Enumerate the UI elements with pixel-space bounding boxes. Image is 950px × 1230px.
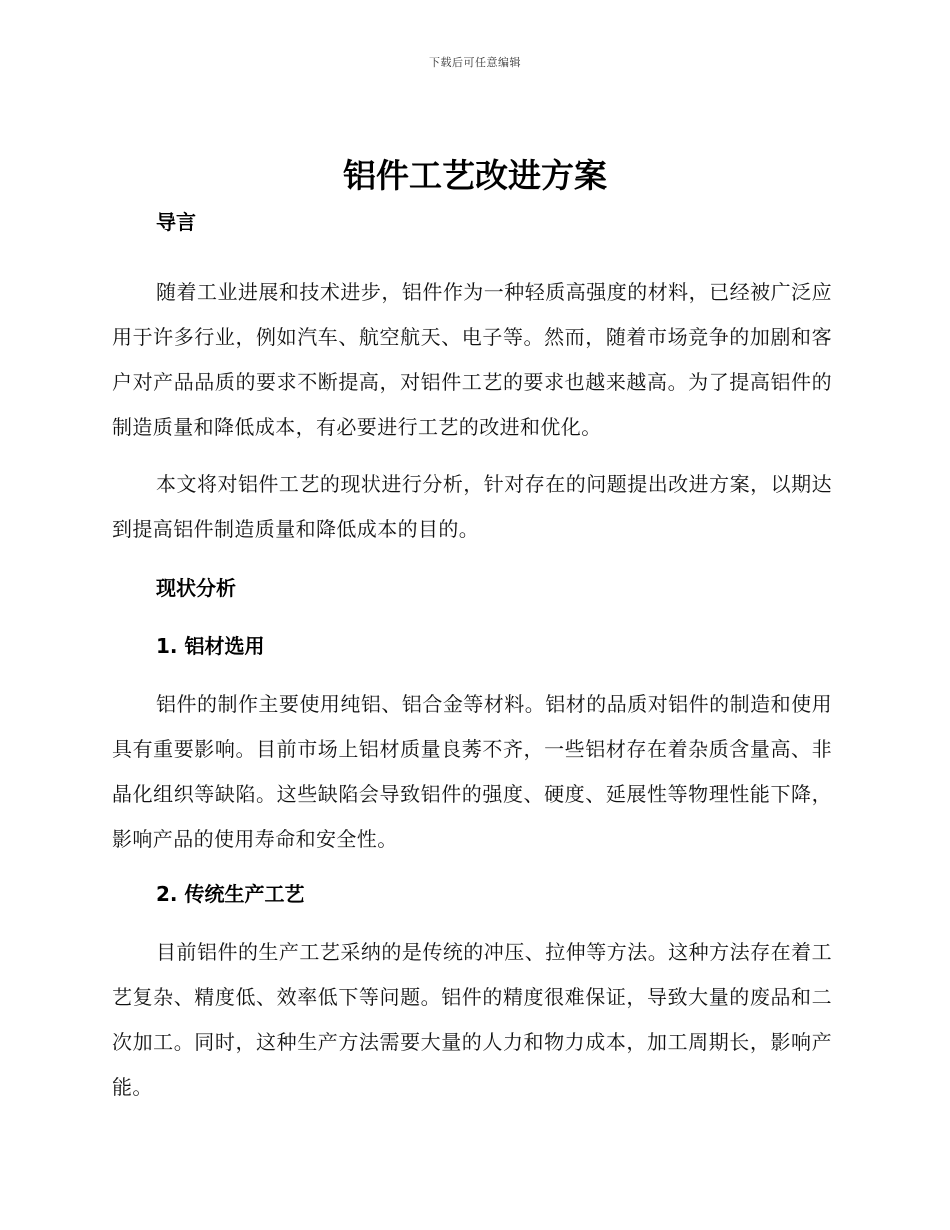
document-title: 铝件工艺改进方案 [343,156,607,195]
header-note: 下载后可任意编辑 [429,56,521,69]
intro-paragraph-1: 随着工业进展和技术进步，铝件作为一种轻质高强度的材料，已经被广泛应用于许多行业，例如汽车、航空航天、电子等。然而，随着市场竞争的加剧和客户对产品品质的要求不断提高，对铝件工艺的要求也越来越高。为了提高铝件的制造质量和降低成本，有必要进行工艺的改进和优化。 [112,280,832,439]
section-heading-intro: 导言 [156,210,196,234]
document-body [112,202,832,1110]
material-paragraph: 铝件的制作主要使用纯铝、铝合金等材料。铝材的品质对铝件的制造和使用具有重要影响。目前市场上铝材质量良莠不齐，一些铝材存在着杂质含量高、非晶化组织等缺陷。这些缺陷会导致铝件的强度、硬度、延展性等物理性能下降，影响产品的使用寿命和安全性。 [112,692,832,851]
subsection-heading-material: 1. 铝材选用 [156,634,265,658]
intro-paragraph-2: 本文将对铝件工艺的现状进行分析，针对存在的问题提出改进方案，以期达到提高铝件制造质量和降低成本的目的。 [112,472,832,541]
subsection-heading-process: 2. 传统生产工艺 [156,882,305,906]
process-paragraph: 目前铝件的生产工艺采纳的是传统的冲压、拉伸等方法。这种方法存在着工艺复杂、精度低、效率低下等问题。铝件的精度很难保证，导致大量的废品和二次加工。同时，这种生产方法需要大量的人力和物力成本，加工周期长，影响产能。 [112,940,832,1099]
section-heading-status: 现状分析 [156,576,236,600]
